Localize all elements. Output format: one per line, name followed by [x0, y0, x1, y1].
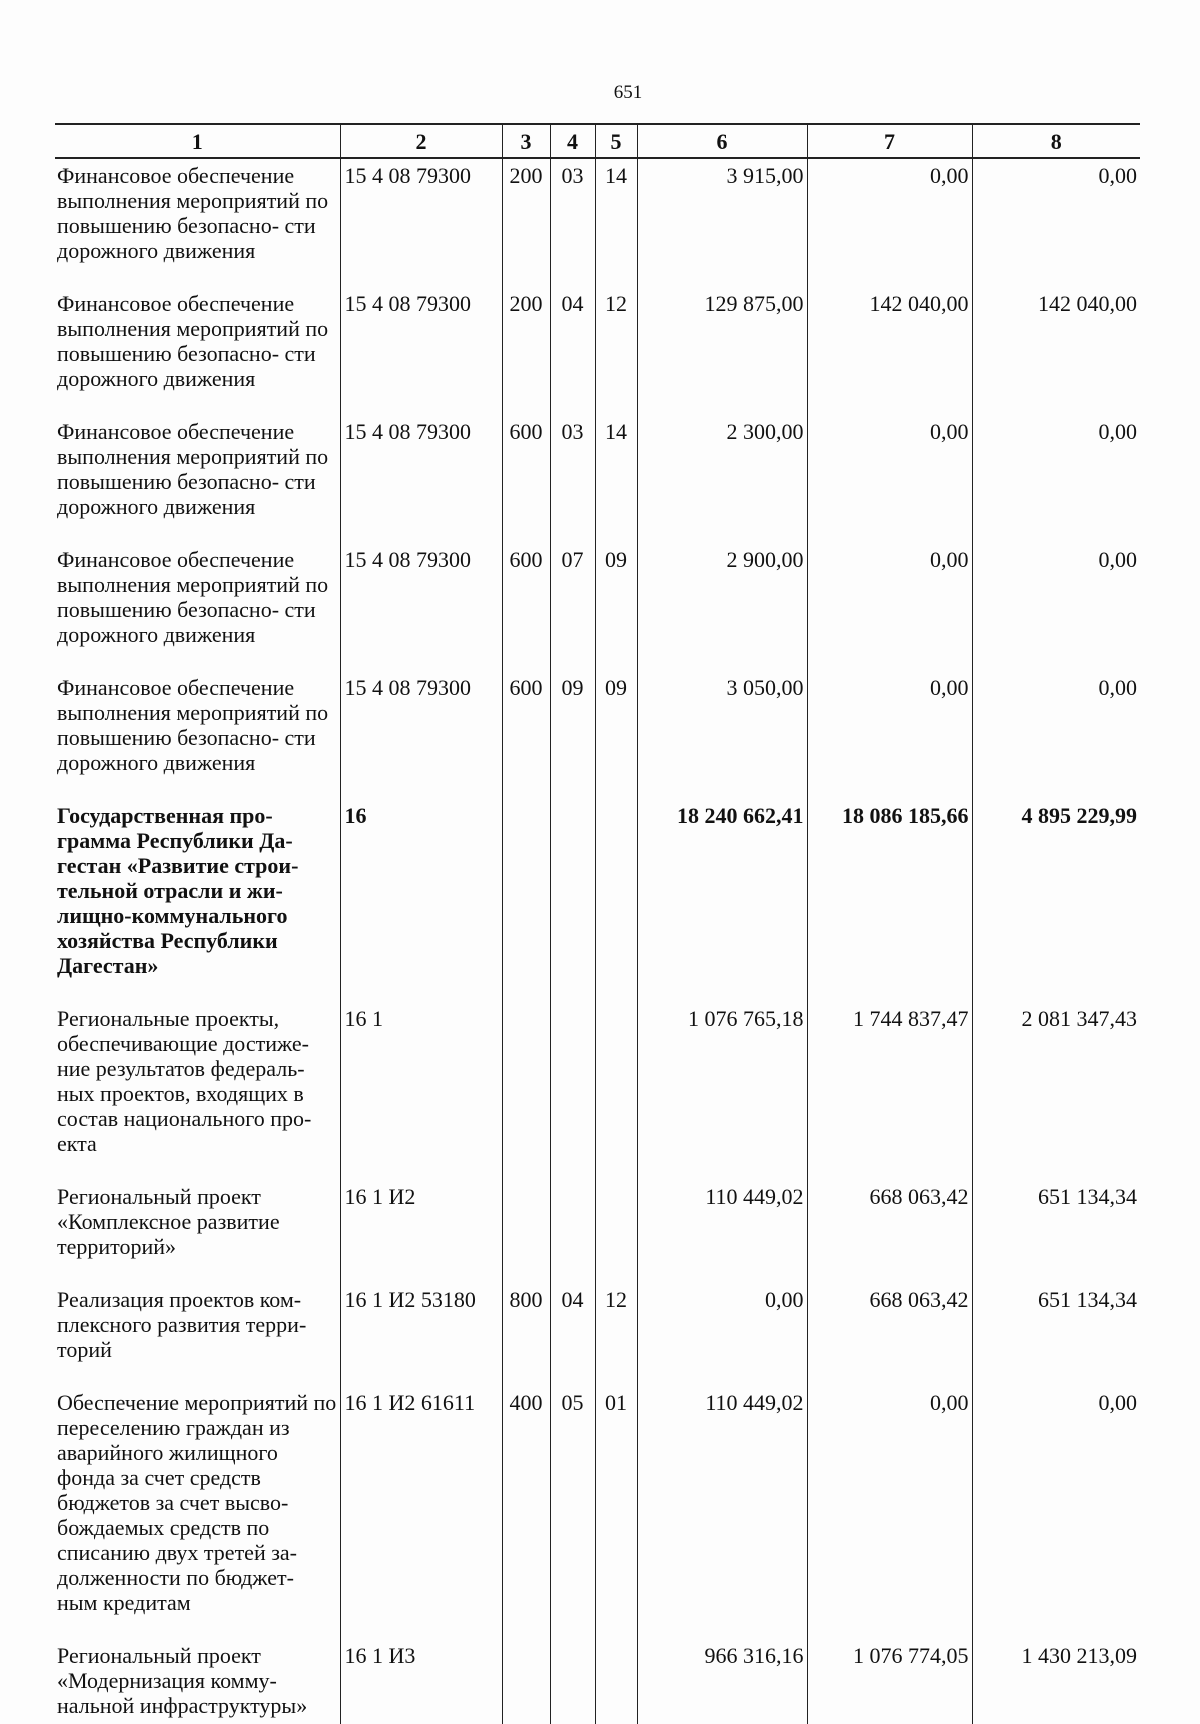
row-subsection: 12 — [595, 1283, 637, 1386]
row-code: 15 4 08 79300 — [340, 415, 502, 543]
row-amount-col6: 18 240 662,41 — [637, 799, 807, 1002]
row-expense-type: 600 — [502, 415, 550, 543]
row-code: 16 1 И3 — [340, 1639, 502, 1724]
table-body — [55, 158, 1140, 1724]
row-section: 03 — [550, 415, 595, 543]
row-amount-col6: 3 915,00 — [637, 158, 807, 287]
col-2024-header: 7 — [807, 124, 972, 158]
col-subsection-header: 5 — [595, 124, 637, 158]
row-name: Финансовое обеспечение выполнения мероприятий по повышению безопасно- сти дорожного движения — [57, 163, 329, 263]
table-row — [55, 1639, 1140, 1724]
table-row — [55, 671, 1140, 799]
row-expense-type: 200 — [502, 158, 550, 287]
row-subsection: 14 — [595, 158, 637, 287]
col-code-header: 2 — [340, 124, 502, 158]
col-section-header: 4 — [550, 124, 595, 158]
row-subsection — [595, 799, 637, 1002]
row-amount-col7: 142 040,00 — [807, 287, 972, 415]
row-code: 15 4 08 79300 — [340, 543, 502, 671]
row-subsection — [595, 1639, 637, 1724]
row-amount-col6: 2 300,00 — [637, 415, 807, 543]
row-name: Региональный проект «Комплексное развитие территорий» — [57, 1184, 280, 1259]
row-amount-col8: 0,00 — [972, 1386, 1140, 1639]
row-subsection: 09 — [595, 671, 637, 799]
table-row — [55, 543, 1140, 671]
row-code: 15 4 08 79300 — [340, 287, 502, 415]
row-amount-col6: 110 449,02 — [637, 1386, 807, 1639]
row-section — [550, 1002, 595, 1180]
row-amount-col8: 4 895 229,99 — [972, 799, 1140, 1002]
col-2025-header: 8 — [972, 124, 1140, 158]
header-row — [55, 124, 1140, 158]
row-amount-col8: 651 134,34 — [972, 1180, 1140, 1283]
row-amount-col7: 1 076 774,05 — [807, 1639, 972, 1724]
row-code: 15 4 08 79300 — [340, 671, 502, 799]
row-code: 16 1 И2 — [340, 1180, 502, 1283]
row-code: 16 1 И2 53180 — [340, 1283, 502, 1386]
row-expense-type: 600 — [502, 543, 550, 671]
row-amount-col8: 651 134,34 — [972, 1283, 1140, 1386]
row-amount-col6: 0,00 — [637, 1283, 807, 1386]
row-name: Финансовое обеспечение выполнения мероприятий по повышению безопасно- сти дорожного движения — [57, 547, 329, 647]
row-section: 03 — [550, 158, 595, 287]
row-name: Государственная про- грамма Республики Да- гестан «Развитие строи- тельной отрасли и жи- лищно-коммунального хозяйства Республики Дагестан» — [57, 803, 299, 978]
row-expense-type: 800 — [502, 1283, 550, 1386]
row-amount-col7: 0,00 — [807, 158, 972, 287]
row-code: 16 1 И2 61611 — [340, 1386, 502, 1639]
row-name: Финансовое обеспечение выполнения мероприятий по повышению безопасно- сти дорожного движения — [57, 675, 329, 775]
row-subsection: 01 — [595, 1386, 637, 1639]
row-name: Обеспечение мероприятий по переселению граждан из аварийного жилищного фонда за счет средств бюджетов за счет высво- бождаемых средств по списанию двух третей за- долженности по бюджет- ным кредитам — [57, 1390, 337, 1615]
row-amount-col6: 110 449,02 — [637, 1180, 807, 1283]
table-row — [55, 1002, 1140, 1180]
row-section: 04 — [550, 287, 595, 415]
row-section: 05 — [550, 1386, 595, 1639]
row-subsection — [595, 1180, 637, 1283]
row-section: 07 — [550, 543, 595, 671]
row-expense-type: 600 — [502, 671, 550, 799]
table-row — [55, 1283, 1140, 1386]
row-amount-col7: 0,00 — [807, 671, 972, 799]
row-expense-type: 400 — [502, 1386, 550, 1639]
row-name: Финансовое обеспечение выполнения мероприятий по повышению безопасно- сти дорожного движения — [57, 419, 329, 519]
row-name: Финансовое обеспечение выполнения мероприятий по повышению безопасно- сти дорожного движения — [57, 291, 329, 391]
row-name: Реализация проектов ком- плексного развития терри- торий — [57, 1287, 307, 1362]
row-code: 15 4 08 79300 — [340, 158, 502, 287]
row-section — [550, 1180, 595, 1283]
row-amount-col7: 0,00 — [807, 1386, 972, 1639]
col-2023-header: 6 — [637, 124, 807, 158]
row-section: 04 — [550, 1283, 595, 1386]
row-amount-col6: 3 050,00 — [637, 671, 807, 799]
row-amount-col6: 2 900,00 — [637, 543, 807, 671]
row-amount-col8: 0,00 — [972, 415, 1140, 543]
row-amount-col7: 1 744 837,47 — [807, 1002, 972, 1180]
row-subsection: 14 — [595, 415, 637, 543]
row-expense-type — [502, 1180, 550, 1283]
row-section — [550, 799, 595, 1002]
row-subsection: 09 — [595, 543, 637, 671]
row-amount-col7: 0,00 — [807, 415, 972, 543]
table-row — [55, 799, 1140, 1002]
page-number: 651 — [613, 82, 643, 103]
table-row — [55, 1180, 1140, 1283]
row-expense-type: 200 — [502, 287, 550, 415]
row-expense-type — [502, 1639, 550, 1724]
row-expense-type — [502, 1002, 550, 1180]
row-amount-col7: 18 086 185,66 — [807, 799, 972, 1002]
row-amount-col7: 0,00 — [807, 543, 972, 671]
row-expense-type — [502, 799, 550, 1002]
table-row — [55, 415, 1140, 543]
row-amount-col8: 0,00 — [972, 158, 1140, 287]
row-code: 16 1 — [340, 1002, 502, 1180]
row-section — [550, 1639, 595, 1724]
row-subsection: 12 — [595, 287, 637, 415]
row-code: 16 — [340, 799, 502, 1002]
row-amount-col6: 1 076 765,18 — [637, 1002, 807, 1180]
row-section: 09 — [550, 671, 595, 799]
row-amount-col7: 668 063,42 — [807, 1283, 972, 1386]
row-subsection — [595, 1002, 637, 1180]
col-name-header: 1 — [55, 124, 340, 158]
col-type-header: 3 — [502, 124, 550, 158]
table-row — [55, 1386, 1140, 1639]
budget-table — [55, 123, 1140, 1724]
table-row — [55, 287, 1140, 415]
table-row — [55, 158, 1140, 287]
row-amount-col8: 142 040,00 — [972, 287, 1140, 415]
row-amount-col6: 129 875,00 — [637, 287, 807, 415]
row-name: Региональные проекты, обеспечивающие достиже- ние результатов федераль- ных проектов, входящих в состав национального про- екта — [57, 1006, 312, 1156]
row-amount-col8: 0,00 — [972, 671, 1140, 799]
row-amount-col8: 0,00 — [972, 543, 1140, 671]
row-amount-col8: 2 081 347,43 — [972, 1002, 1140, 1180]
row-amount-col6: 966 316,16 — [637, 1639, 807, 1724]
row-name: Региональный проект «Модернизация комму- нальной инфраструктуры» — [57, 1643, 308, 1718]
row-amount-col7: 668 063,42 — [807, 1180, 972, 1283]
row-amount-col8: 1 430 213,09 — [972, 1639, 1140, 1724]
